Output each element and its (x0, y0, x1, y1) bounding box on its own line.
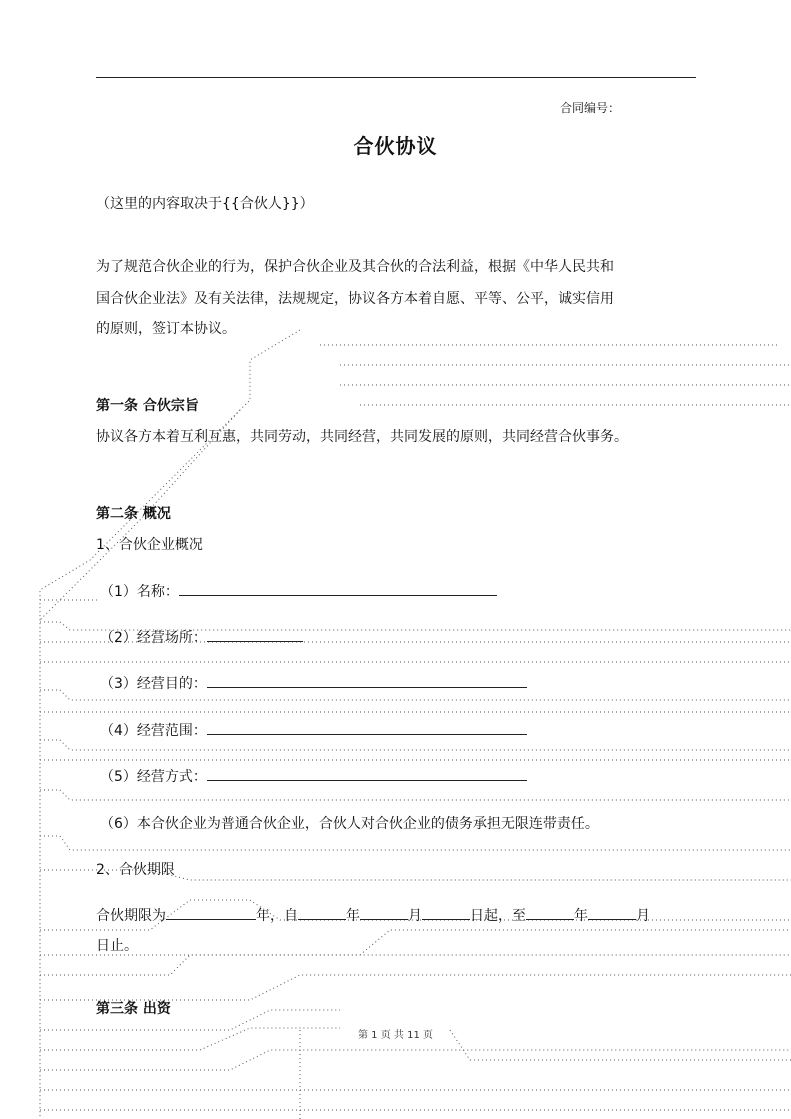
article-3-heading: 第三条 出资 (96, 1001, 171, 1017)
term-year-from-label: 年，自 (256, 908, 298, 924)
field-mode-label: （5）经营方式： (100, 769, 207, 785)
field-mode-blank[interactable] (207, 766, 527, 781)
term-end-year-blank[interactable] (526, 905, 574, 920)
field-name-blank[interactable] (179, 581, 497, 596)
term-end-year-label: 年 (574, 908, 588, 924)
field-purpose (100, 673, 527, 693)
article-1-body: 协议各方本着互利互惠，共同劳动，共同经营，共同发展的原则，共同经营合伙事务。 (96, 429, 628, 445)
term-years-blank[interactable] (166, 905, 256, 920)
field-scope-blank[interactable] (207, 720, 527, 735)
term-prefix: 合伙期限为 (96, 908, 166, 924)
field-purpose-label: （3）经营目的： (100, 676, 207, 692)
field-premises-label: （2）经营场所： (100, 630, 207, 646)
preamble-line-2: 国合伙企业法》及有关法律，法规规定，协议各方本着自愿、平等、公平，诚实信用 (96, 291, 614, 307)
article-2-sub-1: 1、合伙企业概况 (96, 537, 203, 553)
field-name-label: （1）名称： (100, 584, 179, 600)
field-mode (100, 766, 527, 786)
field-scope (100, 720, 527, 740)
term-line-end: 日止。 (96, 938, 138, 954)
field-name (100, 581, 497, 601)
field-scope-label: （4）经营范围： (100, 723, 207, 739)
term-start-year-blank[interactable] (298, 905, 346, 920)
article-2-item-6: （6）本合伙企业为普通合伙企业，合伙人对合伙企业的债务承担无限连带责任。 (100, 816, 599, 832)
term-day-from-label: 日起，至 (470, 908, 526, 924)
article-1-heading: 第一条 合伙宗旨 (96, 398, 199, 414)
term-line (96, 905, 650, 925)
term-end-month-blank[interactable] (588, 905, 636, 920)
term-start-day-blank[interactable] (422, 905, 470, 920)
preamble-line-3: 的原则，签订本协议。 (96, 321, 236, 337)
document-title: 合伙协议 (353, 134, 438, 158)
term-year-label: 年 (346, 908, 360, 924)
term-month-label: 月 (408, 908, 422, 924)
term-start-month-blank[interactable] (360, 905, 408, 920)
template-note: （这里的内容取决于{{合伙人}}） (96, 196, 314, 212)
field-premises-blank[interactable] (207, 627, 303, 642)
article-2-sub-2: 2、合伙期限 (96, 862, 175, 878)
header-rule (96, 77, 696, 78)
field-purpose-blank[interactable] (207, 673, 527, 688)
contract-number-label: 合同编号： (560, 101, 621, 115)
article-2-heading: 第二条 概况 (96, 506, 171, 522)
term-end-month-label: 月 (636, 908, 650, 924)
field-premises (100, 627, 303, 647)
preamble-line-1: 为了规范合伙企业的行为，保护合伙企业及其合伙的合法利益，根据《中华人民共和 (96, 259, 614, 275)
page-footer: 第 1 页 共 11 页 (358, 1030, 433, 1041)
